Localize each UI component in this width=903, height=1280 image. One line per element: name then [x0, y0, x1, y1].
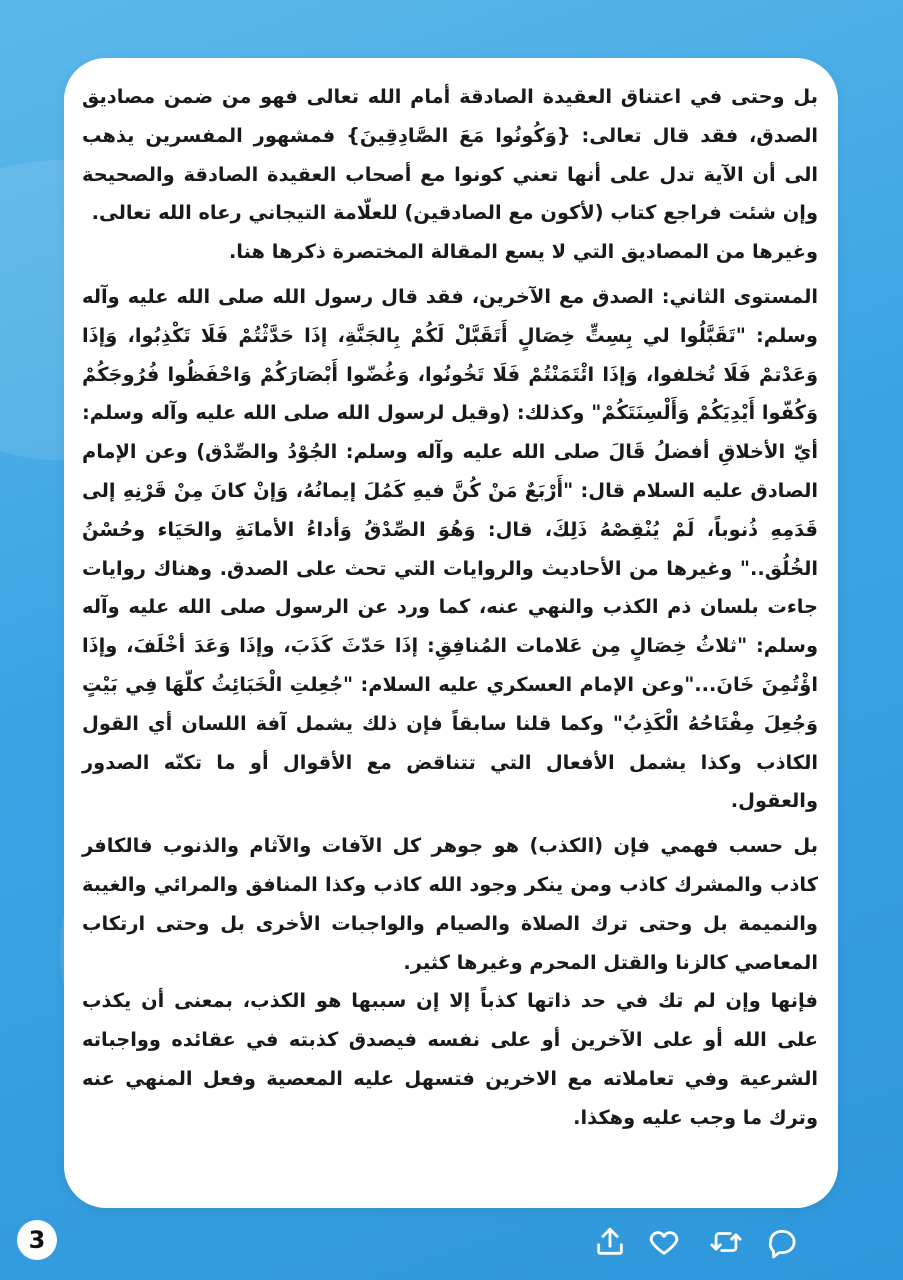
paragraph-lying-essence: بل حسب فهمي فإن (الكذب) هو جوهر كل الآفات والآثام والذنوب فالكافر كاذب والمشرك كاذب ومن ينكر وجود الله كاذب وكذا المنافق والمرائي والغيبة والنميمة بل وحتى ترك الصلاة والصيام والواجبات الأخرى بل وحتى ارتكاب المعاصي كالزنا والقتل المحرم وغيرها كثير. [82, 834, 818, 974]
heart-icon[interactable] [644, 1222, 684, 1262]
retweet-icon[interactable] [706, 1222, 746, 1262]
paragraph-other-examples: وغيرها من المصاديق التي لا يسع المقالة المختصرة ذكرها هنا. [228, 240, 818, 264]
action-bar [590, 1222, 810, 1262]
level-two-heading: المستوى الثاني: [661, 284, 818, 308]
level-two-text: الصدق مع الآخرين، فقد قال رسول الله صلى الله عليه وآله وسلم: "تَقَبَّلُوا لي بِسِتٍّ خِصَالٍ أَتَقَبَّلْ لَكُمْ بِالجَنَّةِ، إذَا حَدَّثْتُمْ فَلَا تَكْذِبُوا، وَإذَا وَعَدْتمْ فَلَا تُخلفوا، وَإذَا ائْتَمَنْتُمْ فَلَا تَخُونُوا، وَغُضّوا أَبْصَارَكُمْ وَاحْفَظُوا فُرُوجَكُمْ وَكُفّوا أَيْدِيَكُمْ وَأَلْسِنَتَكُمْ" وكذلك: (وقيل لرسول الله صلى الله عليه وآله وسلم: أيّ الأخلاقِ أفضلُ قَالَ صلى الله عليه وآله وسلم: الجُوْدُ والصِّدْق) وعن الإمام الصادق عليه السلام قال: "أَرْبَعٌ مَنْ كُنَّ فيهِ كَمُلَ إيمانُهُ، وَإنْ كانَ مِنْ قَرْنِهِ إلى قَدَمِهِ ذُنوباً، لَمْ يُنْقِصْهُ ذَلِكَ، قال: وَهُوَ الصِّدْقُ وَأداءُ الأمانَةِ والحَيَاء وحُسْنُ الخُلُق.." وغيرها من الأحاديث والروايات التي تحث على الصدق. وهناك روايات جاءت بلسان ذم الكذب والنهي عنه، كما ورد عن الرسول صلى الله عليه وآله وسلم: "ثلاثُ خِصَالٍ مِن عَلامات المُنافِقِ: إذَا حَدّثَ كَذَبَ، وإذَا وَعَدَ أخْلَفَ، وإذَا اؤْتُمِنَ خَانَ..."وعن الإمام العسكري عليه السلام: "جُعِلتِ الْخَبَائِثُ كلّهَا فِي بَيْتٍ وَجُعِلَ مِفْتَاحُهُ الْكَذِبُ" وكما قلنا سابقاً فإن ذلك يشمل آفة اللسان أي القول الكاذب وكذا يشمل الأفعال التي تتناقض مع الأقوال أو ما تكنّه الصدور والعقول. [82, 284, 818, 813]
reply-icon[interactable] [762, 1222, 802, 1262]
article-card [64, 58, 838, 1208]
paragraph-intro: بل وحتى في اعتناق العقيدة الصادقة أمام الله تعالى فهو من ضمن مصاديق الصدق، فقد قال تعالى: {وَكُونُوا مَعَ الصَّادِقِينَ} فمشهور المفسرين يذهب الى أن الآية تدل على أنها تعني كونوا مع أصحاب العقيدة الصادقة والصحيحة وإن شئت فراجع كتاب (لأكون مع الصادقين) للعلّامة التيجاني رعاه الله تعالى. [82, 85, 818, 225]
page-number-badge: 3 [17, 1220, 57, 1260]
share-icon[interactable] [590, 1222, 630, 1262]
article-body [82, 78, 818, 1138]
paragraph-lying-cause: فإنها وإن لم تك في حد ذاتها كذباً إلا إن سببها هو الكذب، بمعنى أن يكذب على الله أو على الآخرين أو على نفسه فيصدق كذبته في عقائده وواجباته الشرعية وفي تعاملاته مع الاخرين فتسهل عليه المعصية وفعل المنهي عنه وترك ما وجب عليه وهكذا. [82, 989, 818, 1129]
paragraph-level-two [82, 278, 818, 821]
